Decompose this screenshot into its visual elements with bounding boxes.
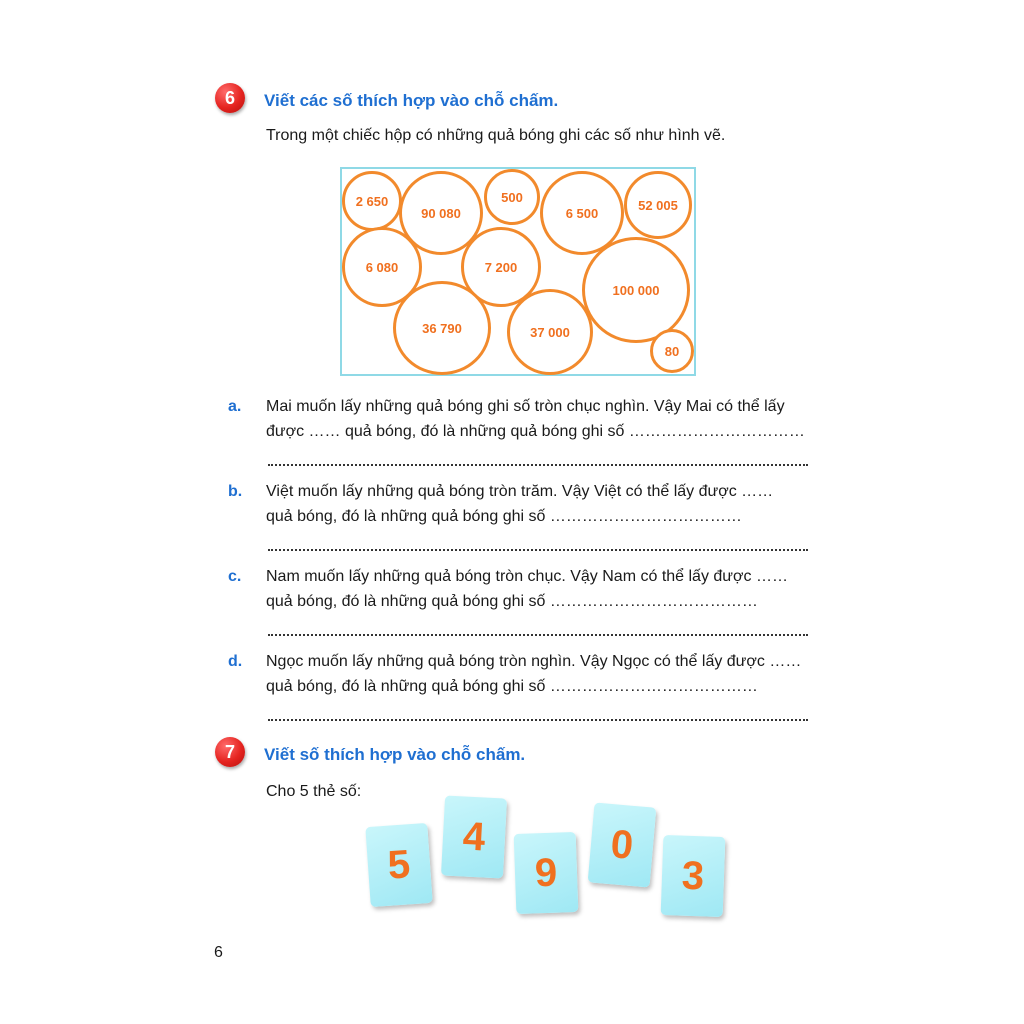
page-number: 6	[214, 944, 223, 961]
part-b-line1: Việt muốn lấy những quả bóng tròn trăm. Vậy Việt có thể lấy được ……	[266, 483, 774, 500]
exercise-7-intro: Cho 5 thẻ số:	[266, 783, 362, 800]
part-c-line1: Nam muốn lấy những quả bóng tròn chục. Vậy Nam có thể lấy được ……	[266, 568, 788, 585]
exercise-6-badge: 6	[215, 83, 245, 113]
ball-100000: 100 000	[582, 237, 690, 343]
part-a-line1: Mai muốn lấy những quả bóng ghi số tròn chục nghìn. Vậy Mai có thể lấy	[266, 398, 785, 415]
part-d-label: d.	[228, 653, 243, 670]
part-c-label: c.	[228, 568, 242, 585]
number-card-5: 5	[365, 823, 432, 907]
part-d-answer-line[interactable]	[268, 717, 808, 721]
part-b-answer-line[interactable]	[268, 547, 808, 551]
part-c-line2: quả bóng, đó là những quả bóng ghi số …………………………………	[266, 593, 758, 610]
number-card-4: 4	[441, 795, 507, 878]
part-b-label: b.	[228, 483, 243, 500]
exercise-7-badge: 7	[215, 737, 245, 767]
exercise-7-title: Viết số thích hợp vào chỗ chấm.	[264, 745, 526, 764]
ball-36790: 36 790	[393, 281, 491, 375]
number-card-3: 3	[661, 835, 726, 917]
part-a-answer-line[interactable]	[268, 462, 808, 466]
number-card-9: 9	[514, 832, 579, 914]
exercise-6-title: Viết các số thích hợp vào chỗ chấm.	[264, 91, 559, 110]
part-d-line1: Ngọc muốn lấy những quả bóng tròn nghìn. Vậy Ngọc có thể lấy được ……	[266, 653, 802, 670]
part-d-line2: quả bóng, đó là những quả bóng ghi số …………………………………	[266, 678, 758, 695]
ball-2650: 2 650	[342, 171, 402, 231]
number-card-0: 0	[588, 802, 657, 887]
part-b-line2: quả bóng, đó là những quả bóng ghi số ………………………………	[266, 508, 742, 525]
ball-6080: 6 080	[342, 227, 422, 307]
part-a-line2: được …… quả bóng, đó là những quả bóng ghi số ……………………………	[266, 423, 805, 440]
ball-500: 500	[484, 169, 540, 225]
ball-80: 80	[650, 329, 694, 373]
ball-6500: 6 500	[540, 171, 624, 255]
exercise-6-intro: Trong một chiếc hộp có những quả bóng ghi các số như hình vẽ.	[266, 127, 726, 144]
part-c-answer-line[interactable]	[268, 632, 808, 636]
ball-37000: 37 000	[507, 289, 593, 375]
ball-52005: 52 005	[624, 171, 692, 239]
balls-box	[340, 167, 696, 376]
part-a-label: a.	[228, 398, 242, 415]
ball-90080: 90 080	[399, 171, 483, 255]
ball-7200: 7 200	[461, 227, 541, 307]
